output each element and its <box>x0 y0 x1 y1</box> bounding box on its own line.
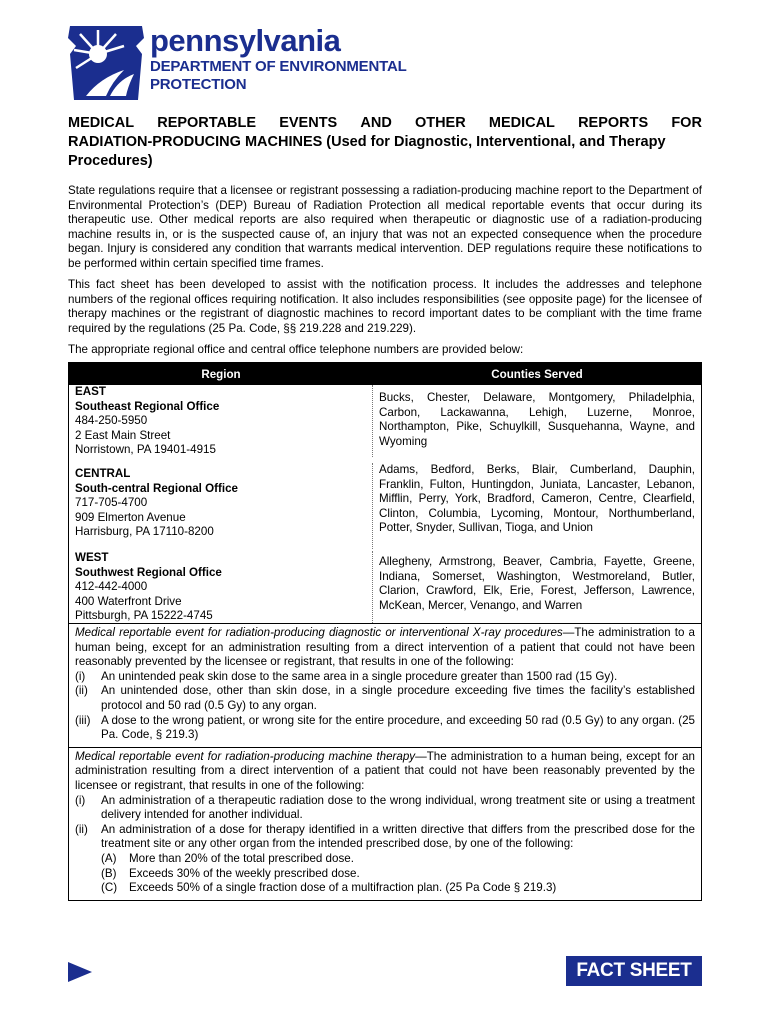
title-word: FOR <box>671 115 702 131</box>
diagnostic-term: Medical reportable event for radiation-producing diagnostic or interventional X-ray procedures <box>75 626 563 639</box>
document-title <box>68 114 702 171</box>
diagnostic-definition-text: —The administration to a human being, except for an administration resulting from a direct intervention of a patient that could not have been reasonably prevented by the licensee or registrant, that results in one of the following: <box>75 626 695 669</box>
list-text: An unintended peak skin dose to the same area in a single procedure greater than 1500 rad (15 Gy). <box>101 669 618 683</box>
list-text: An administration of a dose for therapy identified in a written directive that differs from the prescribed dose for the treatment site or any other organ from the intended prescribed dose, by one of the following: <box>101 822 695 851</box>
office-name: South-central Regional Office <box>75 481 238 495</box>
department-line-1: DEPARTMENT OF ENVIRONMENTAL <box>150 58 407 75</box>
purpose-paragraph: This fact sheet has been developed to assist with the notification process. It includes the addresses and telephone numbers of the regional offices requiring notification. It also includes responsibilities (see opposite page) for the licensee of therapy machines or the registrant of diagnostic machines to record important dates to be compliant with the time frame required by the regulations (25 Pa. Code, §§ 219.228 and 219.229). <box>68 278 702 335</box>
region-name: WEST <box>75 551 109 564</box>
office-name: Southwest Regional Office <box>75 565 222 579</box>
table-row <box>69 457 701 549</box>
keystone-logo-icon <box>66 24 146 102</box>
title-word: EVENTS <box>279 115 338 131</box>
brand-name: pennsylvania <box>150 23 341 58</box>
title-line-2: RADIATION-PRODUCING MACHINES (Used for Diagnostic, Interventional, and Therapy <box>68 134 666 150</box>
title-word: REPORTABLE <box>157 115 257 131</box>
office-city: Harrisburg, PA 17110-8200 <box>75 525 214 539</box>
list-marker: (C) <box>101 881 118 895</box>
diagnostic-event-section <box>69 623 701 747</box>
office-phone: 484-250-5950 <box>75 414 148 428</box>
office-name: Southeast Regional Office <box>75 399 220 413</box>
region-name: CENTRAL <box>75 467 131 480</box>
counties-cell: Adams, Bedford, Berks, Blair, Cumberland, Dauphin, Franklin, Fulton, Huntingdon, Juniata, Lancaster, Lebanon, Mifflin, Perry, York, Bradford, Cameron, Centre, Clearfield, Clinton, Columbia, Lycoming, Montour, Northumberland, Potter, Snyder, Sullivan, Tioga, and Union <box>379 463 695 535</box>
list-marker: (ii) <box>75 684 88 698</box>
table-header <box>69 363 701 385</box>
title-word: OTHER <box>414 115 466 131</box>
column-header-counties: Counties Served <box>491 367 583 381</box>
list-item <box>75 823 695 852</box>
list-marker: (ii) <box>75 822 88 836</box>
column-header-region: Region <box>201 367 241 381</box>
list-item <box>75 684 695 713</box>
list-marker: (i) <box>75 669 86 683</box>
office-street: 909 Elmerton Avenue <box>75 510 186 524</box>
therapy-term: Medical reportable event for radiation-producing machine therapy <box>75 749 416 763</box>
region-cell <box>69 463 373 549</box>
office-phone: 412-442-4000 <box>75 580 148 594</box>
list-text: A dose to the wrong patient, or wrong site for the entire procedure, and exceeding 50 rad (0.5 Gy) to any organ. (25 Pa. Code, § 219.3) <box>101 713 695 742</box>
title-word: AND <box>360 115 392 131</box>
therapy-definition <box>75 750 695 794</box>
regional-offices-table <box>68 362 702 901</box>
counties-cell: Allegheny, Armstrong, Beaver, Cambria, Fayette, Greene, Indiana, Somerset, Washington, Westmoreland, Butler, Clarion, Crawford, Elk, Erie, Forest, Jefferson, Lawrence, McKean, Mercer, Venango, and Warren <box>379 555 695 612</box>
page-header <box>66 20 426 102</box>
therapy-definition-text: —The administration to a human being, except for an administration resulting from a direct intervention of a patient that could not have been reasonably prevented by the licensee or registrant, that results in one of the following: <box>75 749 695 792</box>
counties-cell: Bucks, Chester, Delaware, Montgomery, Philadelphia, Carbon, Lackawanna, Lehigh, Luzerne, Monroe, Northampton, Pike, Schuylkill, Susquehanna, Wayne, and Wyoming <box>379 391 695 448</box>
list-marker: (iii) <box>75 713 91 727</box>
sub-list-item <box>75 867 695 882</box>
region-name: EAST <box>75 385 106 398</box>
table-row <box>69 549 701 623</box>
list-text: An unintended dose, other than skin dose, in a single procedure exceeding five times the facility’s established protocol and 50 rad (0.5 Gy) to any organ. <box>101 684 695 712</box>
list-item <box>75 794 695 823</box>
title-line-3: Procedures) <box>68 153 153 169</box>
list-text: Exceeds 50% of a single fraction dose of a multifraction plan. (25 Pa Code § 219.3) <box>129 881 557 895</box>
sub-list-item <box>75 881 695 896</box>
brand-block <box>150 24 407 94</box>
title-line-1 <box>68 114 702 133</box>
list-text: More than 20% of the total prescribed dose. <box>129 851 354 865</box>
list-marker: (A) <box>101 851 117 865</box>
intro-paragraph: State regulations require that a licensee or registrant possessing a radiation-producing machine report to the Department of Environmental Protection’s (DEP) Bureau of Radiation Protection all medical reportable events that occur during its therapeutic use. Other medical reports are also required when therapeutic or diagnostic use of a radiation-producing machine results in, or is the suspected cause of, an injury that was not an expected consequence when the procedure began. Injury is considered any condition that warrants medical intervention. DEP regulations require these notifications to be performed within certain specified time frames. <box>68 184 702 270</box>
list-marker: (i) <box>75 793 86 807</box>
page-footer <box>68 956 702 986</box>
region-cell <box>69 551 373 623</box>
title-word: MEDICAL <box>68 115 135 131</box>
office-phone: 717-705-4700 <box>75 496 148 510</box>
office-city: Pittsburgh, PA 15222-4745 <box>75 609 213 623</box>
fact-sheet-label: FACT SHEET <box>566 956 702 986</box>
list-marker: (B) <box>101 866 117 880</box>
list-text: An administration of a therapeutic radiation dose to the wrong individual, wrong treatment site or using a treatment delivery intended for another individual. <box>101 793 695 822</box>
office-street: 400 Waterfront Drive <box>75 594 182 608</box>
title-word: REPORTS <box>578 115 649 131</box>
table-row <box>69 385 701 457</box>
list-item <box>75 714 695 743</box>
list-item <box>75 670 695 685</box>
office-street: 2 East Main Street <box>75 428 171 442</box>
table-intro-paragraph: The appropriate regional office and central office telephone numbers are provided below: <box>68 343 524 356</box>
therapy-event-section <box>69 747 701 900</box>
list-text: Exceeds 30% of the weekly prescribed dose. <box>129 866 360 880</box>
region-cell <box>69 385 373 457</box>
title-word: MEDICAL <box>488 115 555 131</box>
sub-list-item <box>75 852 695 867</box>
arrow-right-icon <box>68 962 92 982</box>
office-city: Norristown, PA 19401-4915 <box>75 443 216 457</box>
diagnostic-definition <box>75 626 695 670</box>
department-line-2: PROTECTION <box>150 76 247 93</box>
